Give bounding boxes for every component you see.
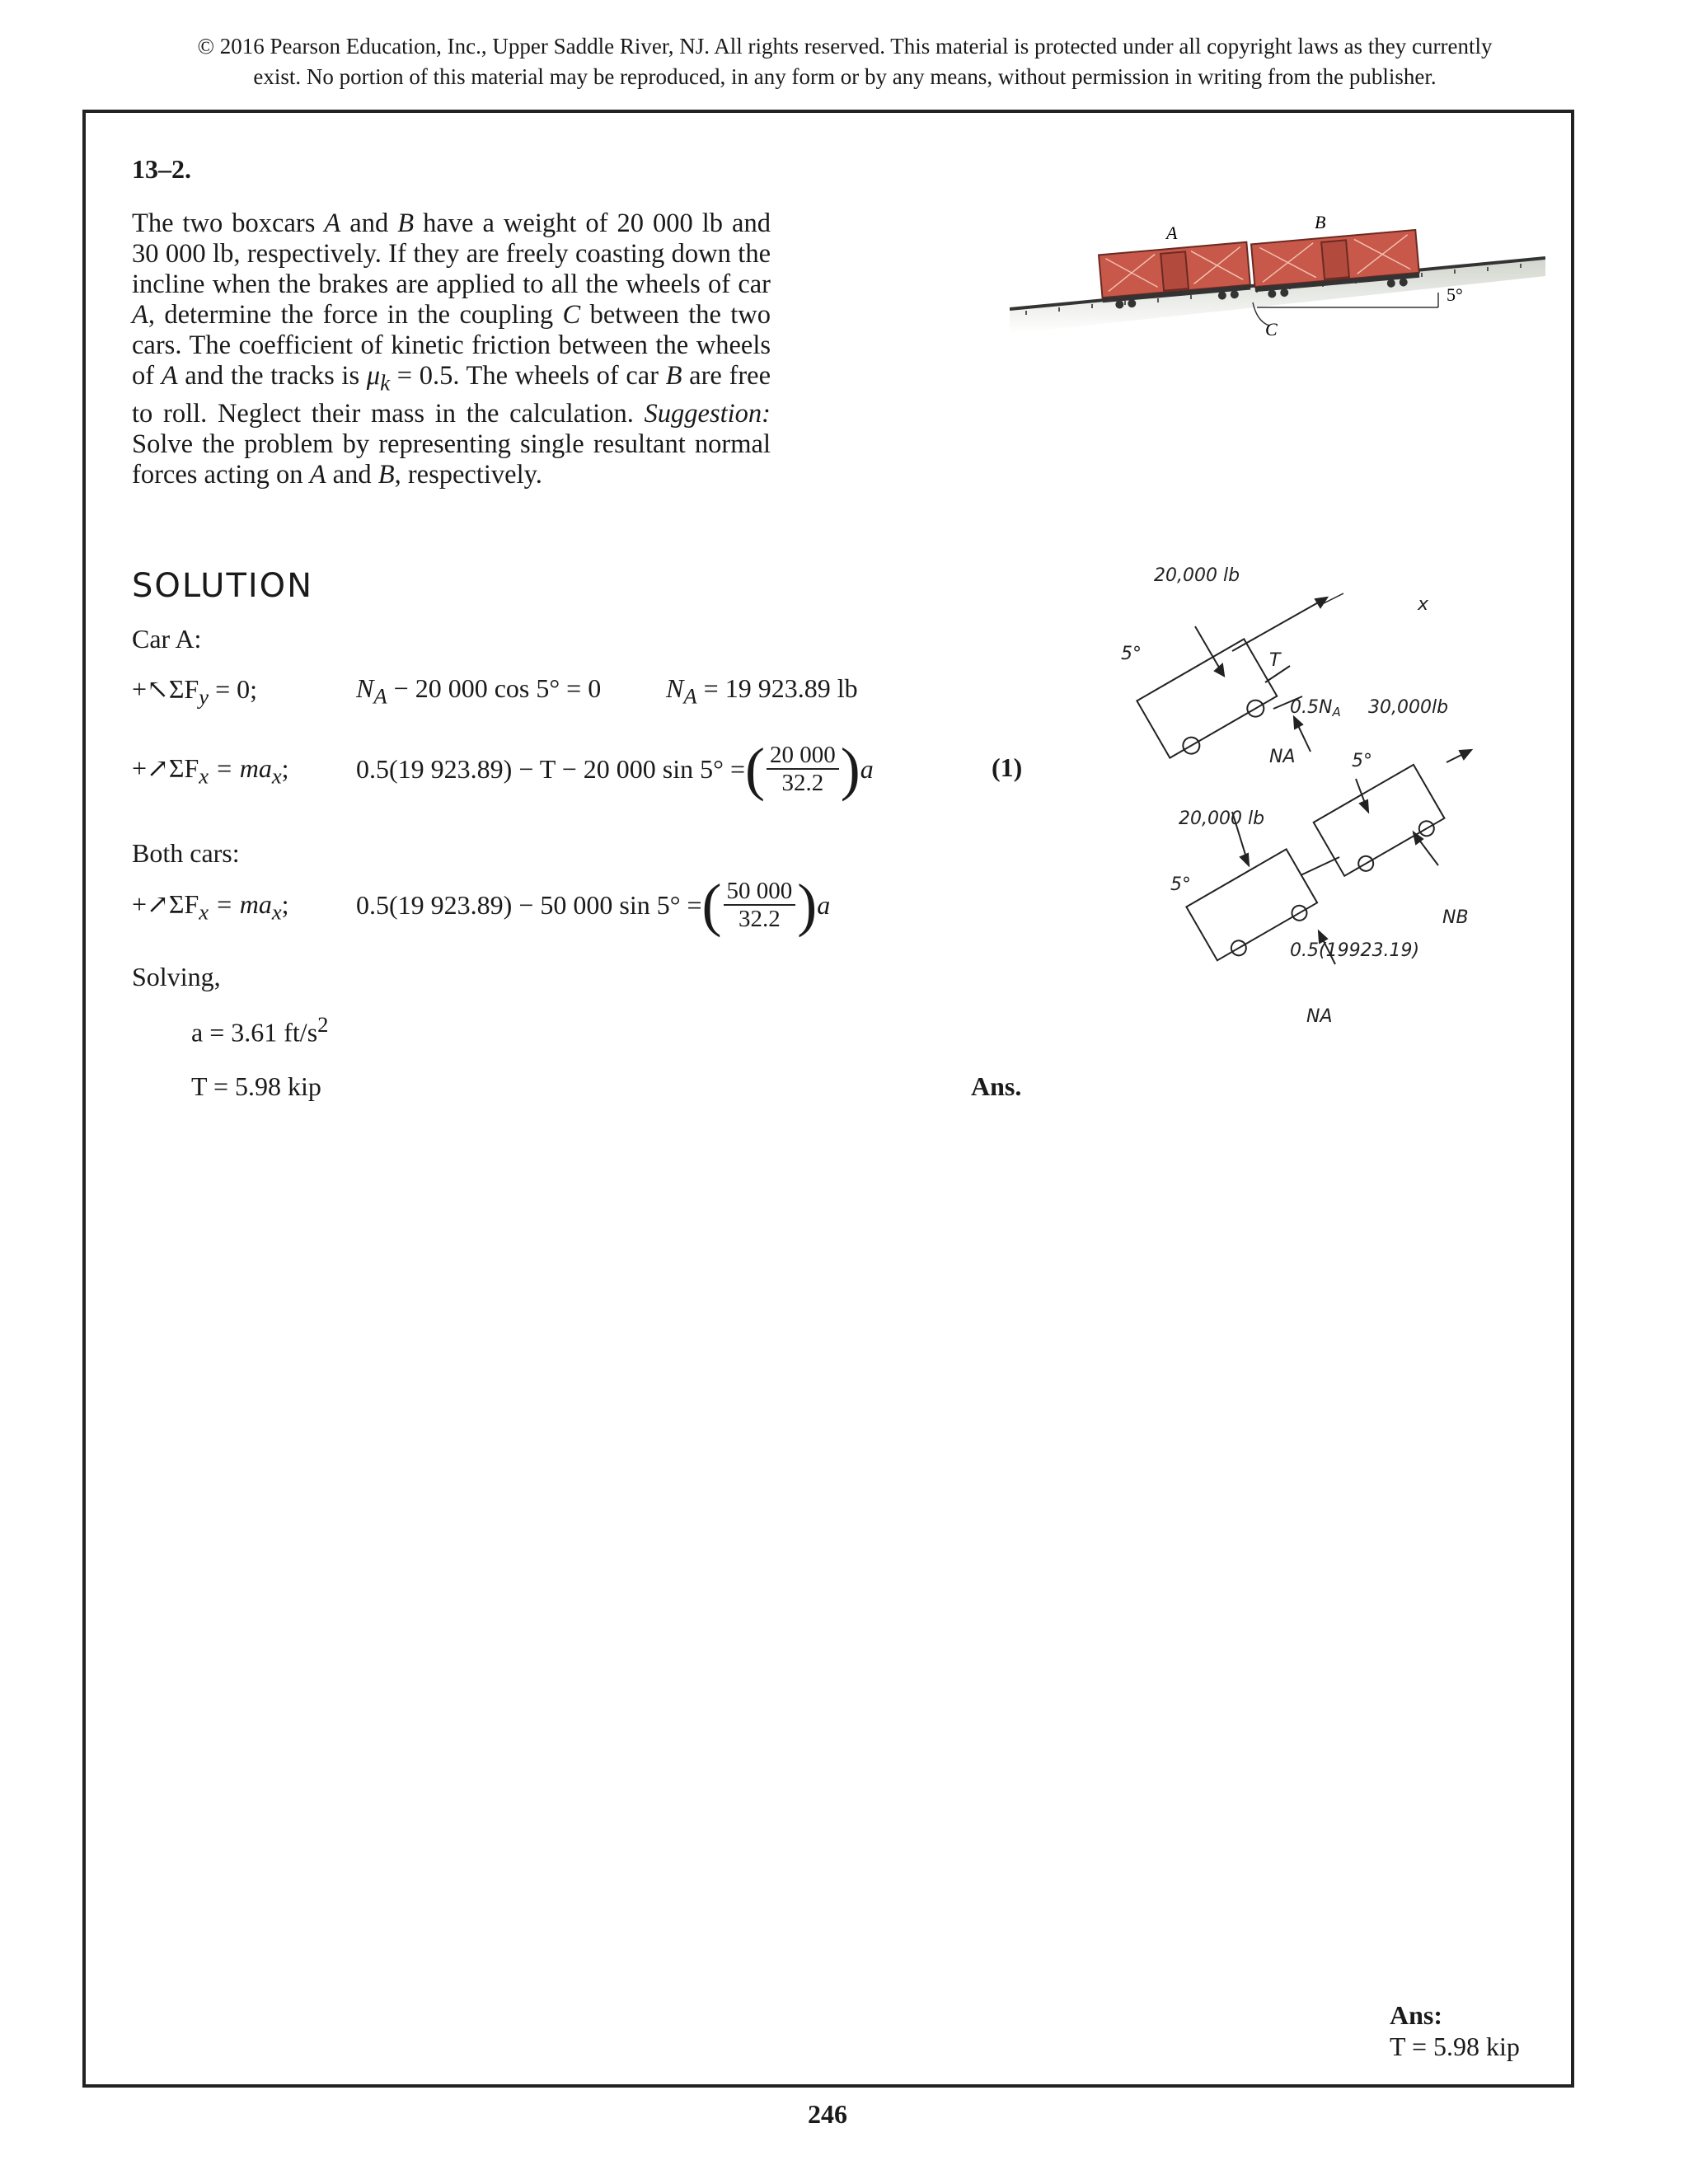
label-b: B	[1315, 212, 1326, 232]
eq2-tag: (1)	[992, 752, 1023, 782]
boxcar-figure	[1010, 210, 1545, 338]
car-a-label: Car A:	[132, 624, 202, 654]
label-c: C	[1265, 319, 1278, 338]
coupling-line	[1301, 857, 1339, 875]
eq2-body: 0.5(19 923.89) − T − 20 000 sin 5° = ( $\frac{20 000}{32.2}$ ) a	[356, 736, 874, 802]
result-tension: T = 5.98 kip	[191, 1071, 321, 1101]
copyright-line-2: exist. No portion of this material may be reproduced, in any form or by any means, without permission in writing from the publisher.	[253, 64, 1437, 89]
fbd-normal-a-2: NA	[1306, 1006, 1333, 1027]
copyright-notice	[124, 31, 1566, 92]
eq3-fraction: $\frac{50 000}{32.2}$	[724, 878, 796, 932]
eq3-condition: $+↗\Sigma F_x = ma_x$;	[132, 889, 289, 925]
both-cars-label: Both cars:	[132, 838, 240, 868]
fbd-angle-3: 5°	[1170, 874, 1191, 895]
page-number: 246	[808, 2099, 847, 2129]
fbd-friction-a: 0.5NA	[1290, 697, 1341, 719]
fbd-car-a	[1137, 639, 1281, 765]
ans-label: Ans.	[971, 1071, 1022, 1101]
final-answer-value: T = 5.98 kip	[1390, 2032, 1520, 2061]
solution-heading: SOLUTION	[132, 567, 314, 605]
problem-number: 13–2.	[132, 154, 191, 184]
final-answer	[1390, 1999, 1520, 2062]
eq1-condition: $+↖\Sigma F_y = 0$;	[132, 674, 258, 710]
eq2-fraction: $\frac{20 000}{32.2}$	[767, 742, 839, 796]
angle-label: 5°	[1447, 284, 1463, 305]
eq1-body: $N_A - 20$ 000 cos 5° = 0	[356, 673, 602, 709]
solving-label: Solving,	[132, 962, 221, 991]
fbd-angle-1: 5°	[1121, 644, 1142, 664]
fbd-friction-both: 0.5(19923.19)	[1290, 940, 1420, 961]
fbd-weight-a: 20,000 lb	[1154, 565, 1240, 586]
free-body-diagrams	[1104, 560, 1500, 1055]
fbd-normal-b: NB	[1442, 907, 1469, 928]
fbd-x-axis: x	[1418, 594, 1429, 615]
fbd-t-label: T	[1269, 650, 1281, 671]
fbd-weight-ab: 20,000 lb	[1179, 808, 1265, 829]
result-acceleration: a = 3.61 $ft/s^2$	[191, 1012, 329, 1047]
fbd-car-ab-b	[1314, 765, 1448, 883]
eq3-body: 0.5(19 923.89) − 50 000 sin 5° = ( $\frac{50 000}{32.2}$ ) a	[356, 872, 831, 938]
eq1-result: $N_A = 19$ 923.89 lb	[666, 673, 858, 709]
fbd-weight-b: 30,000lb	[1368, 697, 1449, 718]
final-answer-label: Ans:	[1390, 2000, 1443, 2030]
problem-statement: The two boxcars A and B have a weight of 20 000 lb and 30 000 lb, respectively. If they are freely coasting down the incline when the brakes are applied to all the wheels of car A, determine the force in the coupling C between the two cars. The coefficient of kinetic friction between the wheels of A and the tracks is $\mu_k = 0.5$. The wheels of car B are free to roll. Neglect their mass in the calculation. Suggestion: Solve the problem by representing single resultant normal forces acting on A and B, respectively.	[132, 209, 771, 490]
fbd-normal-a: NA	[1269, 747, 1296, 767]
eq2-condition: $+↗\Sigma F_x = ma_x$;	[132, 753, 289, 789]
copyright-line-1: © 2016 Pearson Education, Inc., Upper Saddle River, NJ. All rights reserved. This material is protected under all copyright laws as they currently	[197, 34, 1493, 59]
label-a: A	[1166, 223, 1178, 243]
fbd-angle-2: 5°	[1352, 751, 1372, 771]
